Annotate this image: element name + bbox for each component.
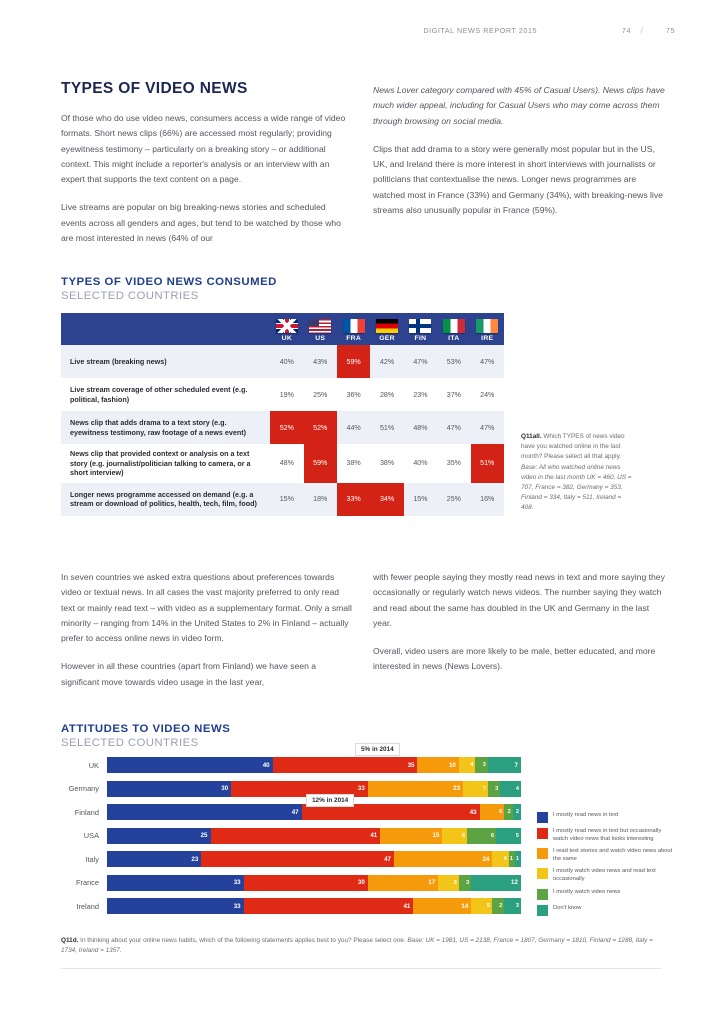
flag-fin-icon (409, 319, 431, 333)
bar-segment: 4 (492, 851, 508, 867)
table-cell: 25% (437, 483, 470, 516)
table-header-fra-label: FRA (346, 335, 362, 342)
bar-segment: 47 (107, 804, 302, 820)
page-separator: / (640, 26, 644, 35)
table-cell: 25% (304, 378, 337, 411)
legend-swatch-mostly-video (537, 889, 548, 900)
table-cell: 52% (304, 411, 337, 444)
bar-segment: 7 (463, 781, 488, 797)
bar-segment: 47 (201, 851, 394, 867)
bar-segment: 33 (107, 875, 244, 891)
legend-label: I mostly read news in text (553, 812, 619, 818)
bar-row-germany (61, 781, 521, 797)
bar-row-usa (61, 828, 521, 844)
mid-paragraph-4: Overall, video users are more likely to be male, better educated, and more interested in news (News Lovers). (373, 646, 656, 672)
bar-segment: 23 (107, 851, 201, 867)
bar-segment: 23 (368, 781, 463, 797)
mid-right-column (373, 570, 665, 688)
bar-chart-title: ATTITUDES TO VIDEO NEWS (61, 723, 231, 735)
table-cell: 53% (437, 345, 470, 378)
bar-segment: 6 (480, 804, 505, 820)
table-header-uk-label: UK (281, 335, 293, 342)
bar-segment: 30 (107, 781, 231, 797)
bar-segment: 6 (467, 828, 496, 844)
bar-segment: 1 (515, 851, 521, 867)
page-title: TYPES OF VIDEO NEWS (61, 80, 248, 97)
bar-track-uk (107, 757, 521, 773)
table-row-label: Live stream (breaking news) (61, 345, 270, 378)
bar-note-text: In thinking about your online news habits, which of the following statements applies best to you? Please select one. (78, 937, 408, 944)
table-cell: 59% (337, 345, 370, 378)
table-source-note (521, 432, 633, 514)
bar-track-france (107, 875, 521, 891)
table-cell: 15% (270, 483, 303, 516)
bar-segment: 43 (302, 804, 480, 820)
bar-chart-subtitle: SELECTED COUNTRIES (61, 737, 199, 749)
table-row (61, 378, 504, 411)
article-paragraph-3: News Lover category compared with 45% of Casual Users). News clips have much wider appeal, including for Casual Users who may come across them through browsing on social media. (373, 85, 665, 126)
bar-label-finland: Finland (74, 807, 99, 817)
legend-item (537, 868, 677, 883)
table-cell: 18% (304, 483, 337, 516)
bar-segment: 25 (107, 828, 211, 844)
mid-paragraph-2: However in all these countries (apart from Finland) we have seen a significant move towards video usage in the last year, (61, 661, 317, 687)
mid-paragraph-1: In seven countries we asked extra questions about preferences towards video or textual news. In all cases the vast majority preferred to only read text or mainly read text – with video as a supplementary format. Only a small minority – ranging from 14% in the United States to 2% in Finland – actually prefer to access online news in video form. (61, 572, 352, 644)
legend-label: I read text stories and watch video news about the same (553, 848, 673, 862)
bar-segment: 7 (488, 757, 521, 773)
legend-swatch-read-text-occasional-video (537, 828, 548, 839)
table-cell: 16% (471, 483, 504, 516)
legend-swatch-dont-know (537, 905, 548, 916)
table-header-ger-label: GER (379, 335, 395, 342)
legend-label: I mostly watch video news (553, 888, 621, 895)
bar-segment: 41 (211, 828, 381, 844)
table-subtitle: SELECTED COUNTRIES (61, 290, 199, 302)
table-cell: 48% (404, 411, 437, 444)
table-header-us-label: US (315, 335, 326, 342)
table-row-label: News clip that provided context or analysis on a text story (e.g. journalist/politician talking to camera, or a short interview) (61, 444, 270, 483)
bar-label-ireland: Ireland (76, 901, 99, 911)
table-cell: 38% (337, 444, 370, 483)
page-number-right: 75 (665, 26, 675, 35)
flag-ger-icon (376, 319, 398, 333)
table-header-ire-label: IRE (481, 335, 494, 342)
legend-item (537, 889, 677, 900)
table-cell: 38% (370, 444, 403, 483)
table-body (61, 345, 504, 516)
table-cell: 43% (304, 345, 337, 378)
bar-track-ireland (107, 898, 521, 914)
flag-fra-icon (343, 319, 365, 333)
legend-item (537, 812, 677, 823)
bar-segment: 6 (442, 828, 467, 844)
bar-segment: 33 (107, 898, 244, 914)
table-header-ire (471, 313, 504, 345)
table-cell: 23% (404, 378, 437, 411)
bar-segment: 17 (368, 875, 438, 891)
table-cell: 15% (404, 483, 437, 516)
flag-uk-icon (276, 319, 298, 333)
bar-segment: 2 (513, 804, 521, 820)
table-header-fin (404, 313, 437, 345)
table-row (61, 483, 504, 516)
flag-us-icon (309, 319, 331, 333)
legend-swatch-mostly-read-text (537, 812, 548, 823)
table-row-label: Live stream coverage of other scheduled event (e.g. political, fashion) (61, 378, 270, 411)
footer-divider (61, 968, 661, 969)
legend-label: I mostly watch video news and read text occasionally (553, 868, 656, 882)
bar-label-france: France (75, 878, 99, 887)
bar-track-italy (107, 851, 521, 867)
table-row (61, 444, 504, 483)
table-note-text: Which TYPES of news video have you watched online in the last month? Please select all that apply. (521, 433, 625, 461)
legend-swatch-mostly-video-some-text (537, 868, 548, 879)
table-cell: 47% (437, 411, 470, 444)
table-cell: 44% (337, 411, 370, 444)
bar-note-label: Q11d. (61, 937, 79, 944)
table-row-label: News clip that adds drama to a text story (e.g. eyewitness testimony, raw footage of a news event) (61, 411, 270, 444)
article-left-column (61, 80, 353, 259)
table-cell: 52% (270, 411, 303, 444)
table-cell: 42% (370, 345, 403, 378)
bar-label-germany: Germany (68, 784, 99, 793)
legend-swatch-equal-text-video (537, 848, 548, 859)
table-title: TYPES OF VIDEO NEWS CONSUMED (61, 276, 277, 288)
table-row (61, 345, 504, 378)
table-cell: 24% (471, 378, 504, 411)
legend-item (537, 828, 677, 843)
article-paragraph-2: Live streams are popular on big breaking-news stories and scheduled events across all genders and ages, but tend to be watched by those who are most interested in news (64% of our (61, 202, 341, 244)
bar-segment: 3 (504, 898, 521, 914)
bar-row-italy (61, 851, 521, 867)
table-note-base: Base: All who watched online news video in the last month UK = 460, US = 707, France = 382, Germany = 353, Finland = 334, Italy = 511, Ireland = 408. (521, 463, 632, 512)
bar-segment: 10 (417, 757, 458, 773)
report-title: DIGITAL NEWS REPORT 2015 (423, 26, 537, 35)
table-cell: 48% (270, 444, 303, 483)
table-cell: 34% (370, 483, 403, 516)
bar-segment: 4 (459, 757, 476, 773)
bar-segment: 2 (504, 804, 512, 820)
bar-segment: 1 (509, 851, 515, 867)
bar-segment: 24 (394, 851, 492, 867)
article-right-column (373, 83, 665, 231)
legend-label: I mostly read news in text but occasionally watch video news that looks interesting (553, 828, 662, 842)
bar-row-finland (61, 804, 521, 820)
bar-segment: 40 (107, 757, 273, 773)
bar-segment: 2 (492, 898, 504, 914)
bar-label-uk: UK (88, 760, 99, 770)
table-row-label: Longer news programme accessed on demand (e.g. a stream or download of politics, health, tech, film, food) (61, 483, 270, 516)
mid-left-column (61, 570, 353, 703)
table-cell: 59% (304, 444, 337, 483)
bar-segment: 35 (273, 757, 418, 773)
bar-segment: 5 (438, 875, 459, 891)
table-cell: 35% (437, 444, 470, 483)
table-header-fra (337, 313, 370, 345)
bar-segment: 33 (231, 781, 368, 797)
attitudes-bar-chart (61, 746, 521, 922)
table-header-ita-label: ITA (448, 335, 460, 342)
table-cell: 19% (270, 378, 303, 411)
bar-segment: 41 (244, 898, 414, 914)
bar-segment: 3 (475, 757, 487, 773)
bar-segment: 12 (471, 875, 521, 891)
table-cell: 51% (370, 411, 403, 444)
bar-track-usa (107, 828, 521, 844)
bar-segment: 4 (500, 781, 521, 797)
table-cell: 33% (337, 483, 370, 516)
table-header-row (61, 313, 504, 345)
table-cell: 37% (437, 378, 470, 411)
article-paragraph-1: Of those who do use video news, consumers access a wide range of video formats. Short news clips (66%) are accessed most regularly; providing eyewitness testimony – particularly on a breaking story – or additional context. This might include a reporter's analysis or an interview with an expert that supports the text content on a page. (61, 113, 346, 185)
bar-chart-legend (537, 812, 677, 921)
table-note-label: Q11all. (521, 433, 542, 440)
bar-label-usa: USA (83, 831, 99, 840)
bar-segment: 5 (496, 828, 521, 844)
table-cell: 40% (404, 444, 437, 483)
table-header-blank (61, 313, 270, 345)
annotation-germany-2014: 12% in 2014 (306, 794, 354, 807)
page-number-left: 74 (621, 26, 631, 35)
table-header-fin-label: FIN (414, 335, 427, 342)
bar-chart-source-note (61, 936, 661, 957)
legend-item (537, 848, 677, 863)
mid-paragraph-3: with fewer people saying they mostly read news in text and more saying they occasionally or regularly watch news videos. The number saying they watch and read about the same has doubled in the UK and Germany in the last year. (373, 572, 665, 628)
bar-label-italy: Italy (85, 854, 99, 864)
table-header-uk (270, 313, 303, 345)
table-cell: 47% (471, 345, 504, 378)
bar-note-base: Base: UK = 1981, US = 2138, France = 1807, Germany = 1810, Finland = 1288, Italy = 1734, Ireland = 1357. (61, 937, 653, 955)
flag-ire-icon (476, 319, 498, 333)
bar-segment: 14 (413, 898, 471, 914)
bar-segment: 5 (471, 898, 492, 914)
bar-row-ireland (61, 898, 521, 914)
table-block-header (61, 275, 277, 303)
table-cell: 47% (404, 345, 437, 378)
table-header-us (304, 313, 337, 345)
table-header-ita (437, 313, 470, 345)
bar-row-uk (61, 757, 521, 773)
table-cell: 51% (471, 444, 504, 483)
table-cell: 47% (471, 411, 504, 444)
table-cell: 40% (270, 345, 303, 378)
bar-block-header (61, 722, 230, 750)
bar-segment: 3 (488, 781, 500, 797)
article-paragraph-4: Clips that add drama to a story were generally most popular but in the US, UK, and Ireland there is more interest in short interviews with journalists or politicians that contextualise the news. Longer news programmes are watched most in France (33%) and Germany (34%), with breaking-news live streams also unusually popular in France (59%). (373, 143, 663, 216)
annotation-uk-2014: 5% in 2014 (355, 743, 400, 756)
video-types-table (61, 313, 504, 516)
bar-segment: 15 (380, 828, 442, 844)
table-row (61, 411, 504, 444)
flag-ita-icon (443, 319, 465, 333)
table-cell: 28% (370, 378, 403, 411)
table-cell: 36% (337, 378, 370, 411)
table-header-ger (370, 313, 403, 345)
bar-segment: 3 (459, 875, 471, 891)
bar-row-france (61, 875, 521, 891)
legend-item (537, 905, 677, 916)
legend-label: Don't know (553, 904, 582, 911)
bar-segment: 30 (244, 875, 368, 891)
